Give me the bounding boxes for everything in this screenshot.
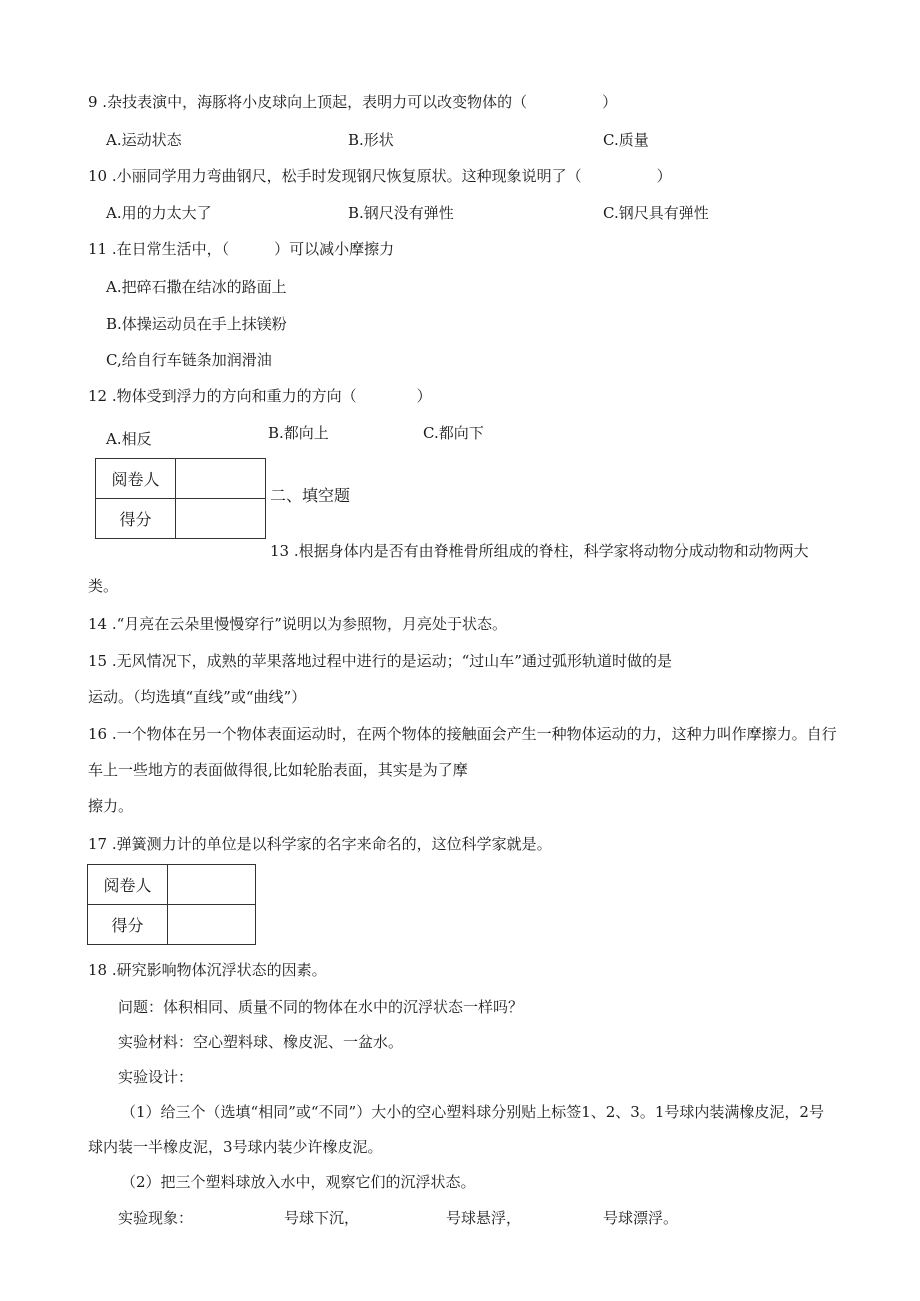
q10-option-b: B.钢尺没有弹性	[348, 204, 454, 222]
q9-option-c: C.质量	[603, 131, 649, 149]
q9-option-a: A.运动状态	[106, 131, 182, 149]
score-cell	[176, 499, 266, 539]
q17-stem: 17 .弹簧测力计的单位是以科学家的名字来命名的，这位科学家就是。	[88, 835, 552, 853]
q16-line3: 擦力。	[88, 797, 134, 815]
score-table-2	[87, 864, 256, 945]
q12-option-a: A.相反	[106, 430, 152, 448]
q18-phenomenon-label: 实验现象：	[118, 1209, 194, 1227]
grader-cell	[168, 865, 256, 905]
q18-stem: 18 .研究影响物体沉浮状态的因素。	[88, 961, 327, 979]
q11-option-a: A.把碎石撒在结冰的路面上	[106, 278, 287, 296]
q18-design: 实验设计：	[118, 1068, 194, 1086]
q13-line1: 13 .根据身体内是否有由脊椎骨所组成的脊柱，科学家将动物分成动物和动物两大	[270, 542, 809, 560]
grader-label: 阅卷人	[88, 865, 168, 905]
grader-cell	[176, 459, 266, 499]
q10-option-a: A.用的力太大了	[106, 204, 212, 222]
score-label: 得分	[96, 499, 176, 539]
q10-option-c: C.钢尺具有弹性	[603, 204, 709, 222]
score-table-1	[95, 458, 266, 539]
grader-label: 阅卷人	[96, 459, 176, 499]
q11-option-c: C,给自行车链条加润滑油	[106, 351, 272, 369]
q13-line2: 类。	[88, 577, 119, 595]
q9-stem: 9 .杂技表演中，海豚将小皮球向上顶起，表明力可以改变物体的（ ）	[88, 93, 618, 111]
score-cell	[168, 905, 256, 945]
q9-option-b: B.形状	[348, 131, 394, 149]
q16-line2: 车上一些地方的表面做得很,比如轮胎表面，其实是为了摩	[88, 761, 468, 779]
q11-stem: 11 .在日常生活中，（ ）可以减小摩擦力	[88, 240, 395, 258]
q18-step1-line1: （1）给三个（选填“相同”或“不同”）大小的空心塑料球分别贴上标签1、2、3。1号球内装满橡皮泥，2号	[121, 1103, 824, 1121]
q11-option-b: B.体操运动员在手上抹镁粉	[106, 315, 287, 333]
q18-step2: （2）把三个塑料球放入水中，观察它们的沉浮状态。	[121, 1173, 476, 1191]
q12-option-c: C.都向下	[423, 424, 484, 442]
q10-stem: 10 .小丽同学用力弯曲钢尺，松手时发现钢尺恢复原状。这种现象说明了（ ）	[88, 167, 672, 185]
score-label: 得分	[88, 905, 168, 945]
q12-option-b: B.都向上	[268, 424, 329, 442]
q18-materials: 实验材料：空心塑料球、橡皮泥、一盆水。	[118, 1033, 404, 1051]
q18-step1-line2: 球内装一半橡皮泥，3号球内装少许橡皮泥。	[88, 1138, 383, 1156]
q14-stem: 14 .“月亮在云朵里慢慢穿行”说明以为参照物，月亮处于状态。	[88, 615, 507, 633]
q18-phenomenon-float: 号球漂浮。	[603, 1209, 679, 1227]
section-2-title: 二、填空题	[270, 486, 351, 505]
q18-phenomenon-sink: 号球下沉，	[284, 1209, 360, 1227]
q12-stem: 12 .物体受到浮力的方向和重力的方向（ ）	[88, 387, 432, 405]
q16-line1: 16 .一个物体在另一个物体表面运动时，在两个物体的接触面会产生一种物体运动的力，这种力叫作摩擦力。自行	[88, 725, 837, 743]
q18-question: 问题：体积相同、质量不同的物体在水中的沉浮状态一样吗？	[118, 998, 524, 1016]
q15-line1: 15 .无风情况下，成熟的苹果落地过程中进行的是运动；“过山车”通过弧形轨道时做的是	[88, 652, 672, 670]
q18-phenomenon-suspend: 号球悬浮，	[446, 1209, 522, 1227]
q15-line2: 运动。（均选填“直线”或“曲线”）	[88, 688, 307, 706]
